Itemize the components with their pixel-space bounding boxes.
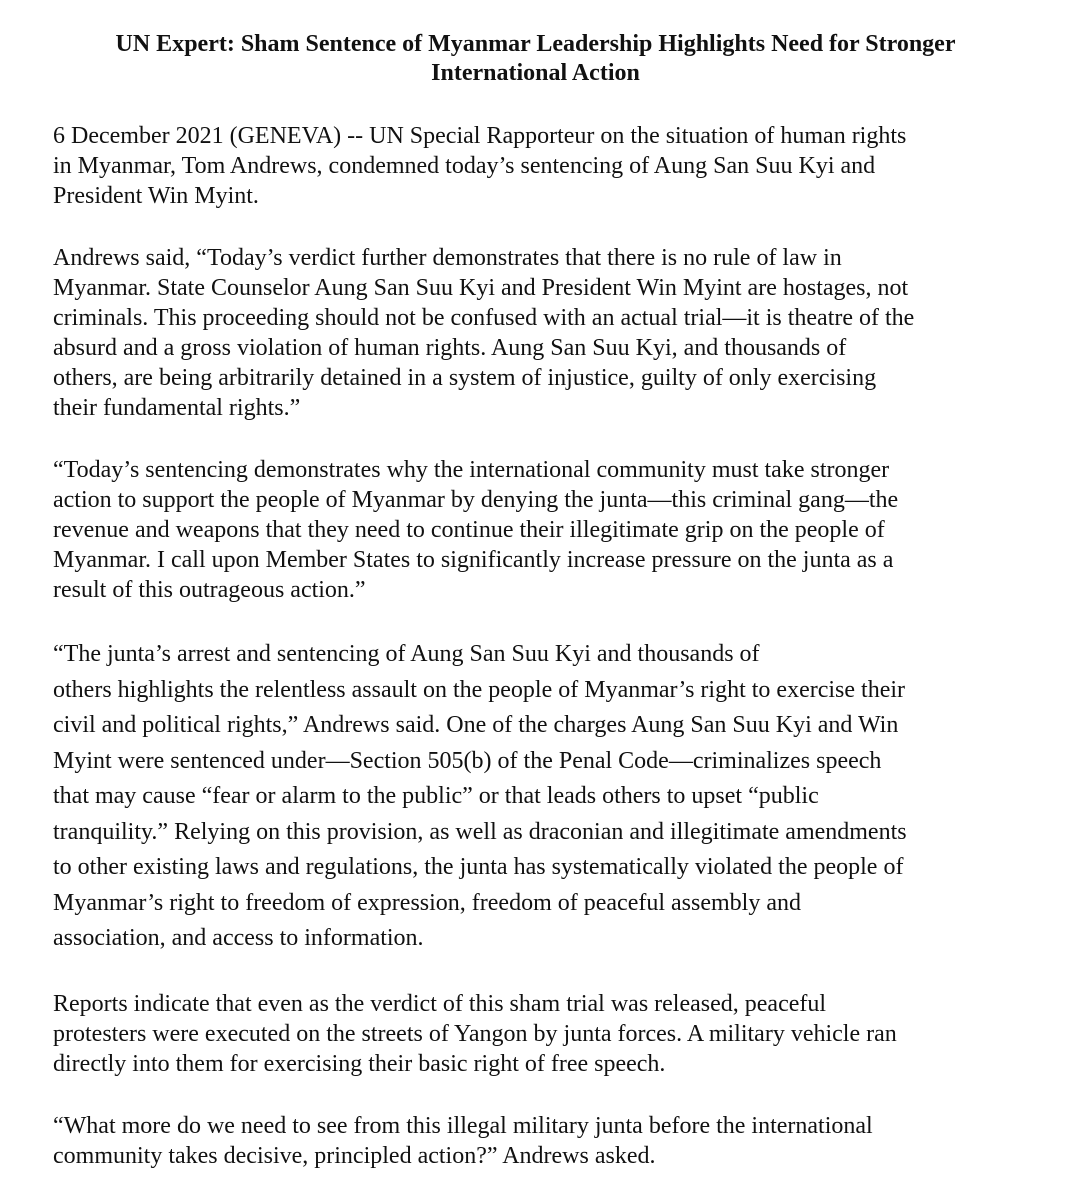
paragraph-andrews-statement: Andrews said, “Today’s verdict further demonstrates that there is no rule of law in Myanmar. State Counselor Aung San Suu Kyi and President Win Myint are hostages, not criminals. This proceeding should not be confused with an actual trial—it is theatre of the absurd and a gross violation of human rights. Aung San Suu Kyi, and thousands of others, are being arbitrarily detained in a system of injustice, guilty of only exercising their fundamental rights.” [53, 245, 915, 421]
paragraph-international-action: “Today’s sentencing demonstrates why the international community must take stronger action to support the people of Myanmar by denying the junta—this criminal gang—the revenue and weapons that they need to continue their illegitimate grip on the people of Myanmar. I call upon Member States to significantly increase pressure on the junta as a result of this outrageous action.” [53, 457, 899, 603]
paragraph-penal-code: “The junta’s arrest and sentencing of Aung San Suu Kyi and thousands of others highlights the relentless assault on the people of Myanmar’s right to exercise their civil and political rights,” Andrews said. One of the charges Aung San Suu Kyi and Win Myint were sentenced under—Section 505(b) of the Penal Code—criminalizes speech that may cause “fear or alarm to the public” or that leads others to upset “public tranquility.” Relying on this provision, as well as draconian and illegitimate amendments to other existing laws and regulations, the junta has systematically violated the people of Myanmar’s right to freedom of expression, freedom of peaceful assembly and association, and access to information. [53, 641, 907, 951]
paragraph-intro: 6 December 2021 (GENEVA) -- UN Special Rapporteur on the situation of human rights in Myanmar, Tom Andrews, condemned today’s sentencing of Aung San Suu Kyi and President Win Myint. [53, 123, 907, 209]
press-release-document [53, 30, 1018, 1171]
paragraph-closing-quote: “What more do we need to see from this illegal military junta before the international community takes decisive, principled action?” Andrews asked. [53, 1112, 873, 1169]
paragraph-protesters: Reports indicate that even as the verdict of this sham trial was released, peaceful protesters were executed on the streets of Yangon by junta forces. A military vehicle ran directly into them for exercising their basic right of free speech. [53, 990, 897, 1077]
document-title: UN Expert: Sham Sentence of Myanmar Leadership Highlights Need for Stronger International Action [115, 31, 956, 86]
